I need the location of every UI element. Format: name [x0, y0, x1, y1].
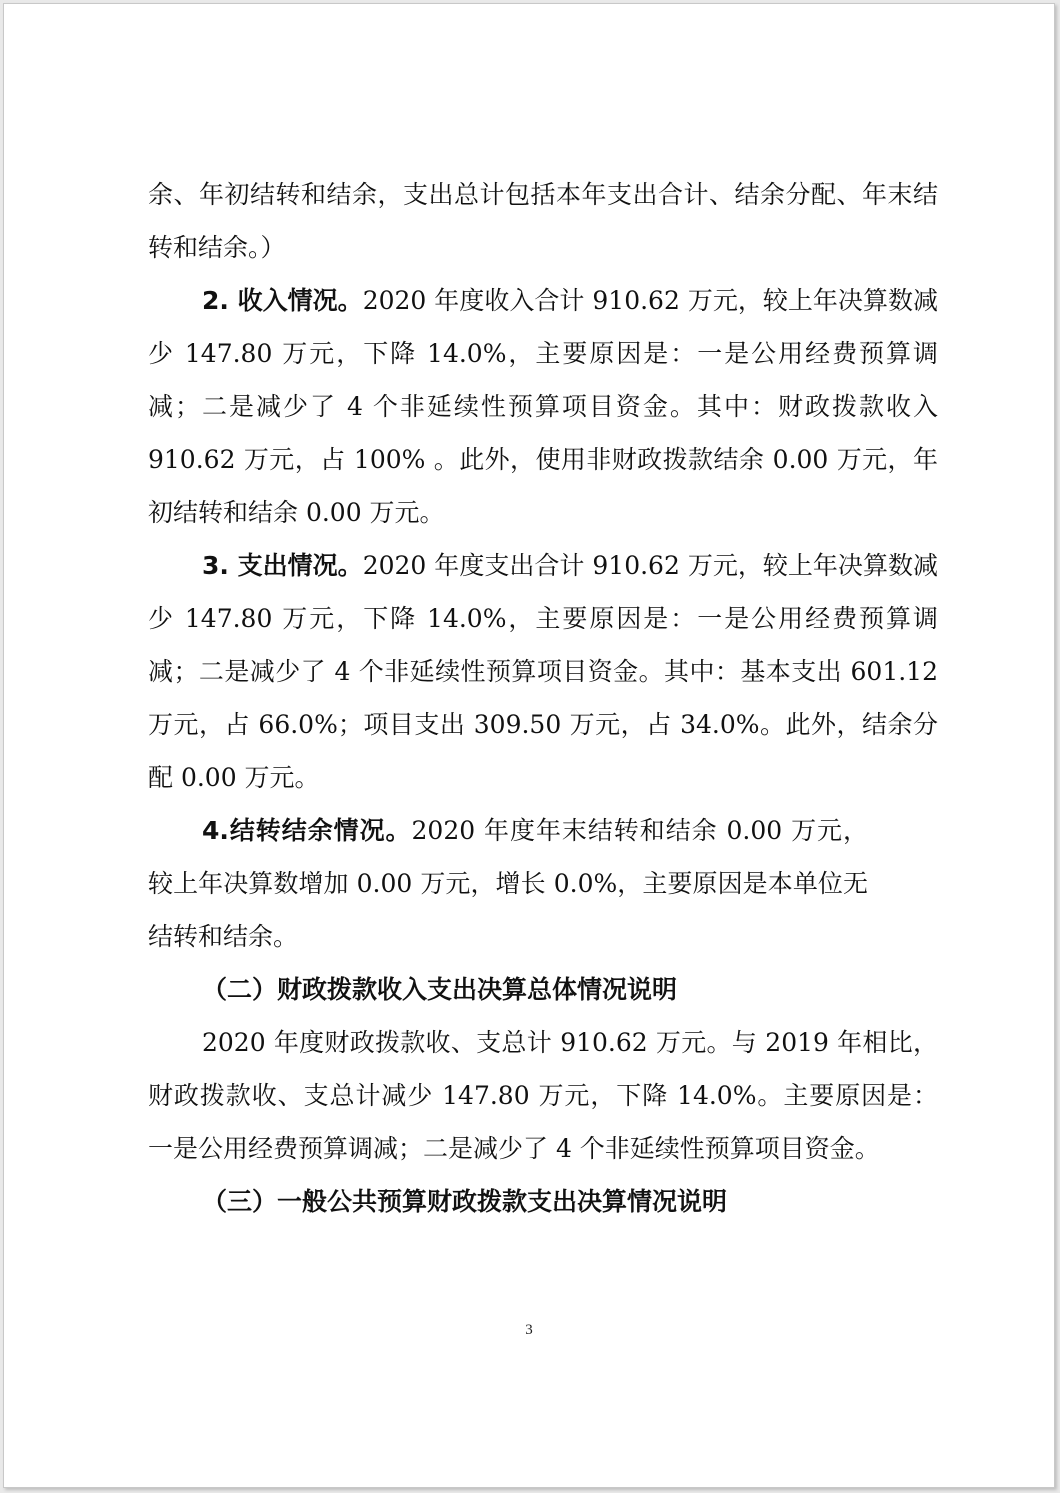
continuation-paragraph: 余、年初结转和结余，支出总计包括本年支出合计、结余分配、年末结转和结余。） [148, 180, 938, 262]
carryover-lead: 4.结转结余情况。 [202, 816, 412, 845]
section-3-heading: （三）一般公共预算财政拨款支出决算情况说明 [202, 1187, 728, 1216]
expense-lead: 3. 支出情况。 [202, 551, 363, 580]
section-2-heading: （二）财政拨款收入支出决算总体情况说明 [202, 975, 678, 1004]
carryover-paragraph [148, 804, 868, 963]
expense-text: 2020 年度支出合计 910.62 万元，较上年决算数减少 147.80 万元，下降 14.0%，主要原因是：一是公用经费预算调减；二是减少了 4 个非延续性预算项目资金。其中：基本支出 601.12 万元，占 66.0%；项目支出 309.50 万元，占 34.0%。此外，结余分配 0.00 万元。 [148, 551, 938, 792]
income-text: 2020 年度收入合计 910.62 万元，较上年决算数减少 147.80 万元，下降 14.0%，主要原因是：一是公用经费预算调减；二是减少了 4 个非延续性预算项目资金。其中：财政拨款收入 910.62 万元，占 100% 。此外，使用非财政拨款结余 0.00 万元，年初结转和结余 0.00 万元。 [148, 286, 938, 527]
document-body [148, 168, 938, 1228]
income-lead: 2. 收入情况。 [202, 286, 363, 315]
page-number: 3 [525, 1322, 533, 1338]
carryover-text: 2020 年度年末结转和结余 0.00 万元，较上年决算数增加 0.00 万元，增长 0.0%，主要原因是本单位无结转和结余。 [148, 816, 868, 951]
income-paragraph [148, 274, 938, 539]
section-2-paragraph: 2020 年度财政拨款收、支总计 910.62 万元。与 2019 年相比，财政拨款收、支总计减少 147.80 万元，下降 14.0%。主要原因是：一是公用经费预算调减；二是减少了 4 个非延续性预算项目资金。 [148, 1028, 938, 1163]
document-page [3, 3, 1055, 1488]
expense-paragraph [148, 539, 938, 804]
